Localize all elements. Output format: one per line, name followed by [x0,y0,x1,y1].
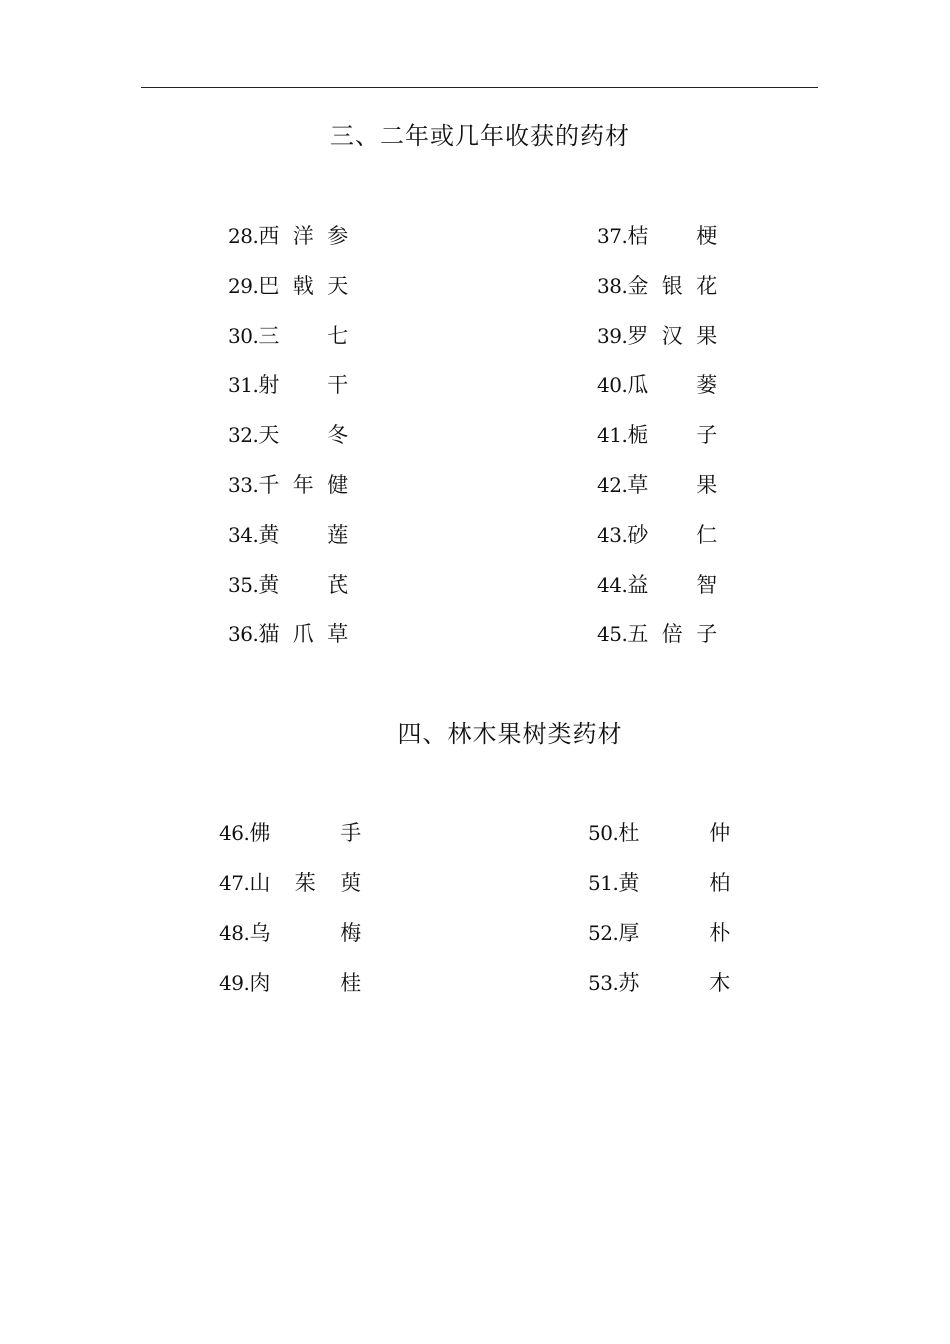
item-number: 36. [228,622,259,647]
item-name: 砂 仁 [627,522,718,547]
list-item [597,420,717,450]
item-number: 34. [228,522,259,547]
item-name: 黄 芪 [258,572,349,597]
item-name: 瓜 蒌 [627,373,718,398]
list-item [597,520,717,550]
item-number: 33. [228,473,259,497]
list-item [228,321,348,351]
item-number: 46. [219,821,250,845]
list-item [597,370,717,400]
section-4-heading: 四、林木果树类药材 [397,720,623,748]
item-name: 西 洋 参 [258,224,349,248]
item-name: 乌 梅 [249,921,362,945]
item-name: 厚 朴 [618,921,731,945]
list-item [228,271,348,301]
item-name: 射 干 [258,373,349,398]
list-item [597,619,717,649]
item-number: 48. [219,921,250,945]
item-number: 35. [228,572,259,597]
list-item [588,868,730,898]
item-number: 44. [597,572,628,597]
item-name: 千 年 健 [258,473,349,497]
list-item [228,470,348,500]
list-item [588,818,730,848]
item-number: 29. [228,273,259,298]
list-item [219,868,361,898]
item-name: 肉 桂 [249,971,362,995]
item-number: 49. [219,971,250,995]
item-number: 41. [597,423,628,448]
item-number: 52. [588,921,619,945]
item-number: 28. [228,224,259,248]
item-number: 51. [588,871,619,895]
item-name: 苏 木 [618,971,731,995]
list-item [219,968,361,998]
item-name: 益 智 [627,572,718,597]
item-name: 五 倍 子 [627,622,718,647]
item-name: 山 茱 萸 [249,871,362,895]
item-name: 草 果 [627,473,718,497]
item-number: 37. [597,224,628,248]
list-item [228,619,348,649]
item-name: 三 七 [258,323,349,348]
list-item [228,520,348,550]
item-name: 杜 仲 [618,821,731,845]
item-name: 猫 爪 草 [258,622,349,647]
list-item [597,321,717,351]
list-item [219,918,361,948]
section-3-heading: 三、二年或几年收获的药材 [330,122,630,150]
item-name: 桔 梗 [627,224,718,248]
item-number: 45. [597,622,628,647]
list-item [228,420,348,450]
list-item [588,968,730,998]
list-item [597,221,717,251]
list-item [228,370,348,400]
item-number: 42. [597,473,628,497]
item-name: 金 银 花 [627,273,718,298]
list-item [228,570,348,600]
item-number: 38. [597,273,628,298]
list-item [219,818,361,848]
item-name: 巴 戟 天 [258,273,349,298]
item-number: 53. [588,971,619,995]
list-item [597,570,717,600]
header-rule [141,87,818,88]
item-number: 40. [597,373,628,398]
item-number: 30. [228,323,259,348]
item-number: 32. [228,423,259,448]
item-name: 佛 手 [249,821,362,845]
item-name: 黄 柏 [618,871,731,895]
list-item [597,470,717,500]
item-name: 罗 汉 果 [627,323,718,348]
item-number: 39. [597,323,628,348]
item-name: 栀 子 [627,423,718,448]
item-name: 黄 莲 [258,522,349,547]
item-name: 天 冬 [258,423,349,448]
list-item [588,918,730,948]
item-number: 31. [228,373,259,398]
item-number: 47. [219,871,250,895]
item-number: 50. [588,821,619,845]
item-number: 43. [597,522,628,547]
list-item [597,271,717,301]
list-item [228,221,348,251]
